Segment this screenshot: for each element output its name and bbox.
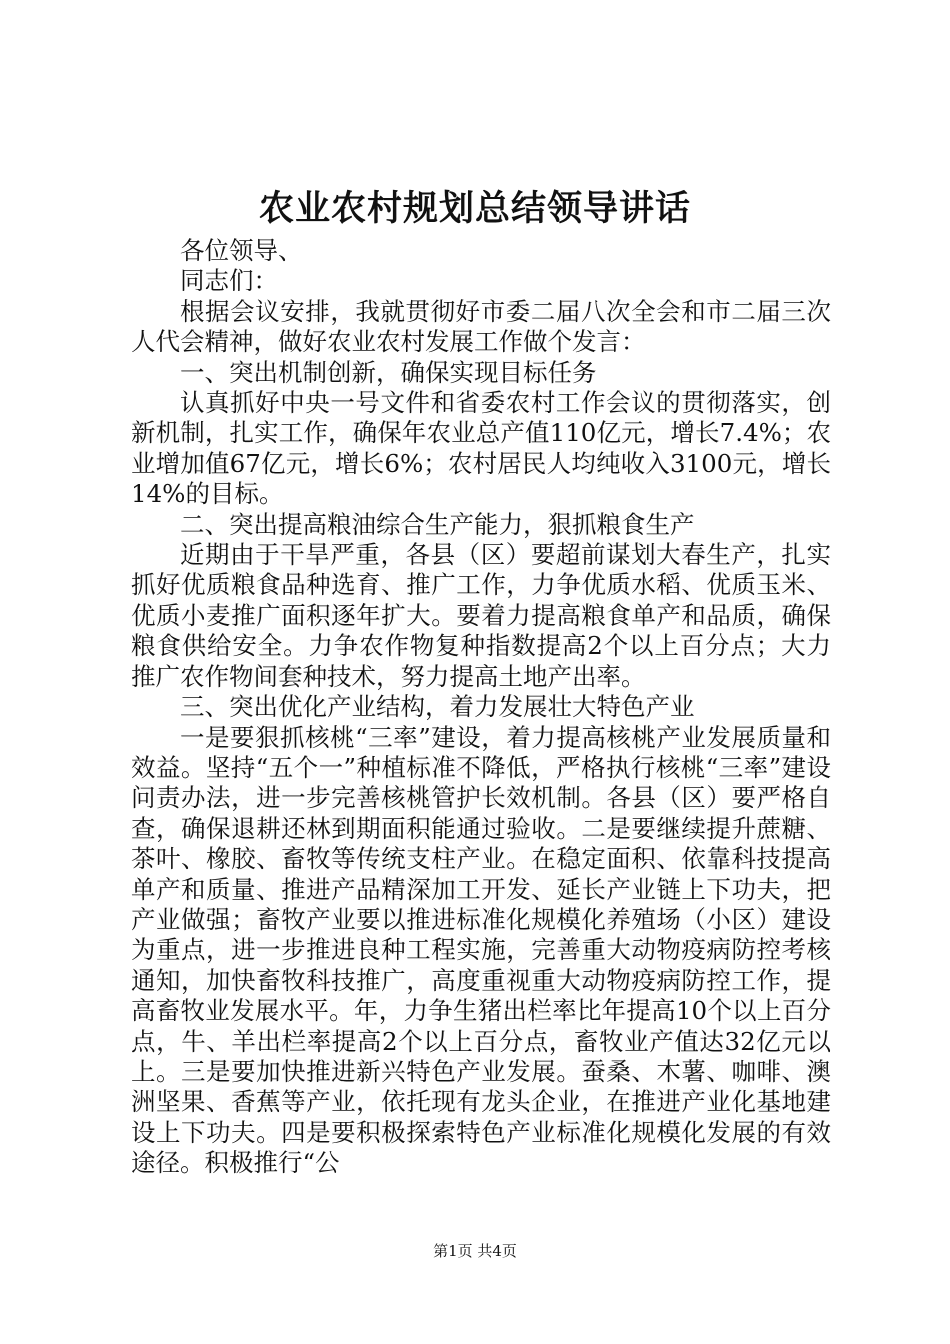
section-heading-3: 三、突出优化产业结构，着力发展壮大特色产业 <box>180 692 695 722</box>
document-body <box>131 236 831 1179</box>
page-footer: 第1页 共4页 <box>433 1242 517 1260</box>
section-heading-2: 二、突出提高粮油综合生产能力，狠抓粮食生产 <box>180 509 695 539</box>
section-1-paragraph: 认真抓好中央一号文件和省委农村工作会议的贯彻落实，创新机制，扎实工作，确保年农业总产值110亿元，增长7.4%；农业增加值67亿元，增长6%；农村居民人均纯收入3100元，增长14%的目标。 <box>131 388 831 509</box>
intro-paragraph: 根据会议安排，我就贯彻好市委二届八次全会和市二届三次人代会精神，做好农业农村发展工作做个发言： <box>131 296 831 357</box>
section-2-paragraph: 近期由于干旱严重，各县（区）要超前谋划大春生产，扎实抓好优质粮食品种选育、推广工作，力争优质水稻、优质玉米、优质小麦推广面积逐年扩大。要着力提高粮食单产和品质，确保粮食供给安全。力争农作物复种指数提高2个以上百分点；大力推广农作物间套种技术，努力提高土地产出率。 <box>131 540 831 691</box>
section-3-paragraph: 一是要狠抓核桃“三率”建设，着力提高核桃产业发展质量和效益。坚持“五个一”种植标准不降低，严格执行核桃“三率”建设问责办法，进一步完善核桃管护长效机制。各县（区）要严格自查，确保退耕还林到期面积能通过验收。二是要继续提升蔗糖、茶叶、橡胶、畜牧等传统支柱产业。在稳定面积、依靠科技提高单产和质量、推进产品精深加工开发、延长产业链上下功夫，把产业做强；畜牧产业要以推进标准化规模化养殖场（小区）建设为重点，进一步推进良种工程实施，完善重大动物疫病防控考核通知，加快畜牧科技推广，高度重视重大动物疫病防控工作，提高畜牧业发展水平。年，力争生猪出栏率比年提高10个以上百分点，牛、羊出栏率提高2个以上百分点，畜牧业产值达32亿元以上。三是要加快推进新兴特色产业发展。蚕桑、木薯、咖啡、澳洲坚果、香蕉等产业，依托现有龙头企业，在推进产业化基地建设上下功夫。四是要积极探索特色产业标准化规模化发展的有效途径。积极推行“公 <box>131 722 831 1178</box>
salutation-leaders: 各位领导、 <box>180 236 303 265</box>
section-heading-1: 一、突出机制创新，确保实现目标任务 <box>180 357 597 387</box>
salutation-comrades: 同志们： <box>180 266 278 296</box>
document-title: 农业农村规划总结领导讲话 <box>258 188 691 229</box>
